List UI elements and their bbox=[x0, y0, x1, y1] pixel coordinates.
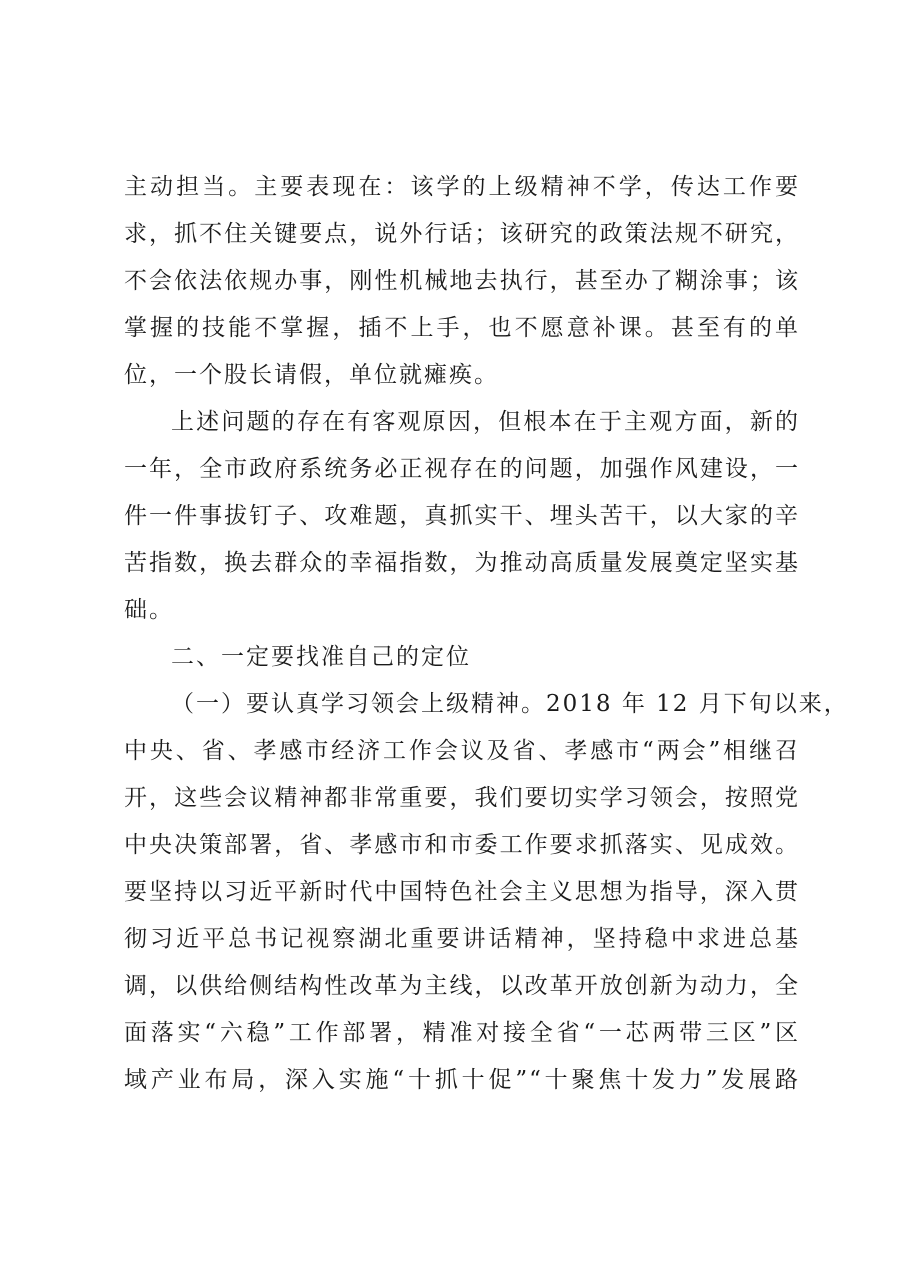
section-heading: 二、一定要找准自己的定位 bbox=[171, 644, 471, 670]
text-line: 中央决策部署，省、孝感市和市委工作要求抓落实、见成效。 bbox=[124, 832, 800, 858]
text-line: 中央、省、孝感市经济工作会议及省、孝感市“两会”相继召 bbox=[124, 738, 800, 764]
text-line: 件一件事拔钉子、攻难题，真抓实干、埋头苦干，以大家的辛 bbox=[124, 503, 800, 529]
text-line: 苦指数，换去群众的幸福指数，为推动高质量发展奠定坚实基 bbox=[124, 550, 800, 576]
text-line: 不会依法依规办事，刚性机械地去执行，甚至办了糊涂事；该 bbox=[124, 268, 800, 294]
paragraph-first-line: （一）要认真学习领会上级精神。2018 年 12 月下旬以来， bbox=[171, 691, 849, 717]
text-line: 位，一个股长请假，单位就瘫痪。 bbox=[124, 362, 499, 388]
text-line: 彻习近平总书记视察湖北重要讲话精神，坚持稳中求进总基 bbox=[124, 926, 800, 952]
text-line: 开，这些会议精神都非常重要，我们要切实学习领会，按照党 bbox=[124, 785, 800, 811]
text-line: 要坚持以习近平新时代中国特色社会主义思想为指导，深入贯 bbox=[124, 879, 800, 905]
text-line: 域产业布局，深入实施“十抓十促”“十聚焦十发力”发展路 bbox=[124, 1067, 800, 1093]
text-line: 求，抓不住关键要点，说外行话；该研究的政策法规不研究， bbox=[124, 221, 800, 247]
text-line: 面落实“六稳”工作部署，精准对接全省“一芯两带三区”区 bbox=[124, 1020, 800, 1046]
paragraph-first-line: 上述问题的存在有客观原因，但根本在于主观方面，新的 bbox=[171, 409, 800, 435]
document-body bbox=[124, 164, 849, 1104]
text-line: 一年，全市政府系统务必正视存在的问题，加强作风建设，一 bbox=[124, 456, 800, 482]
text-line: 础。 bbox=[124, 597, 174, 623]
text-line: 主动担当。主要表现在：该学的上级精神不学，传达工作要 bbox=[124, 174, 800, 200]
text-line: 调，以供给侧结构性改革为主线，以改革开放创新为动力，全 bbox=[124, 973, 800, 999]
text-line: 掌握的技能不掌握，插不上手，也不愿意补课。甚至有的单 bbox=[124, 315, 800, 341]
